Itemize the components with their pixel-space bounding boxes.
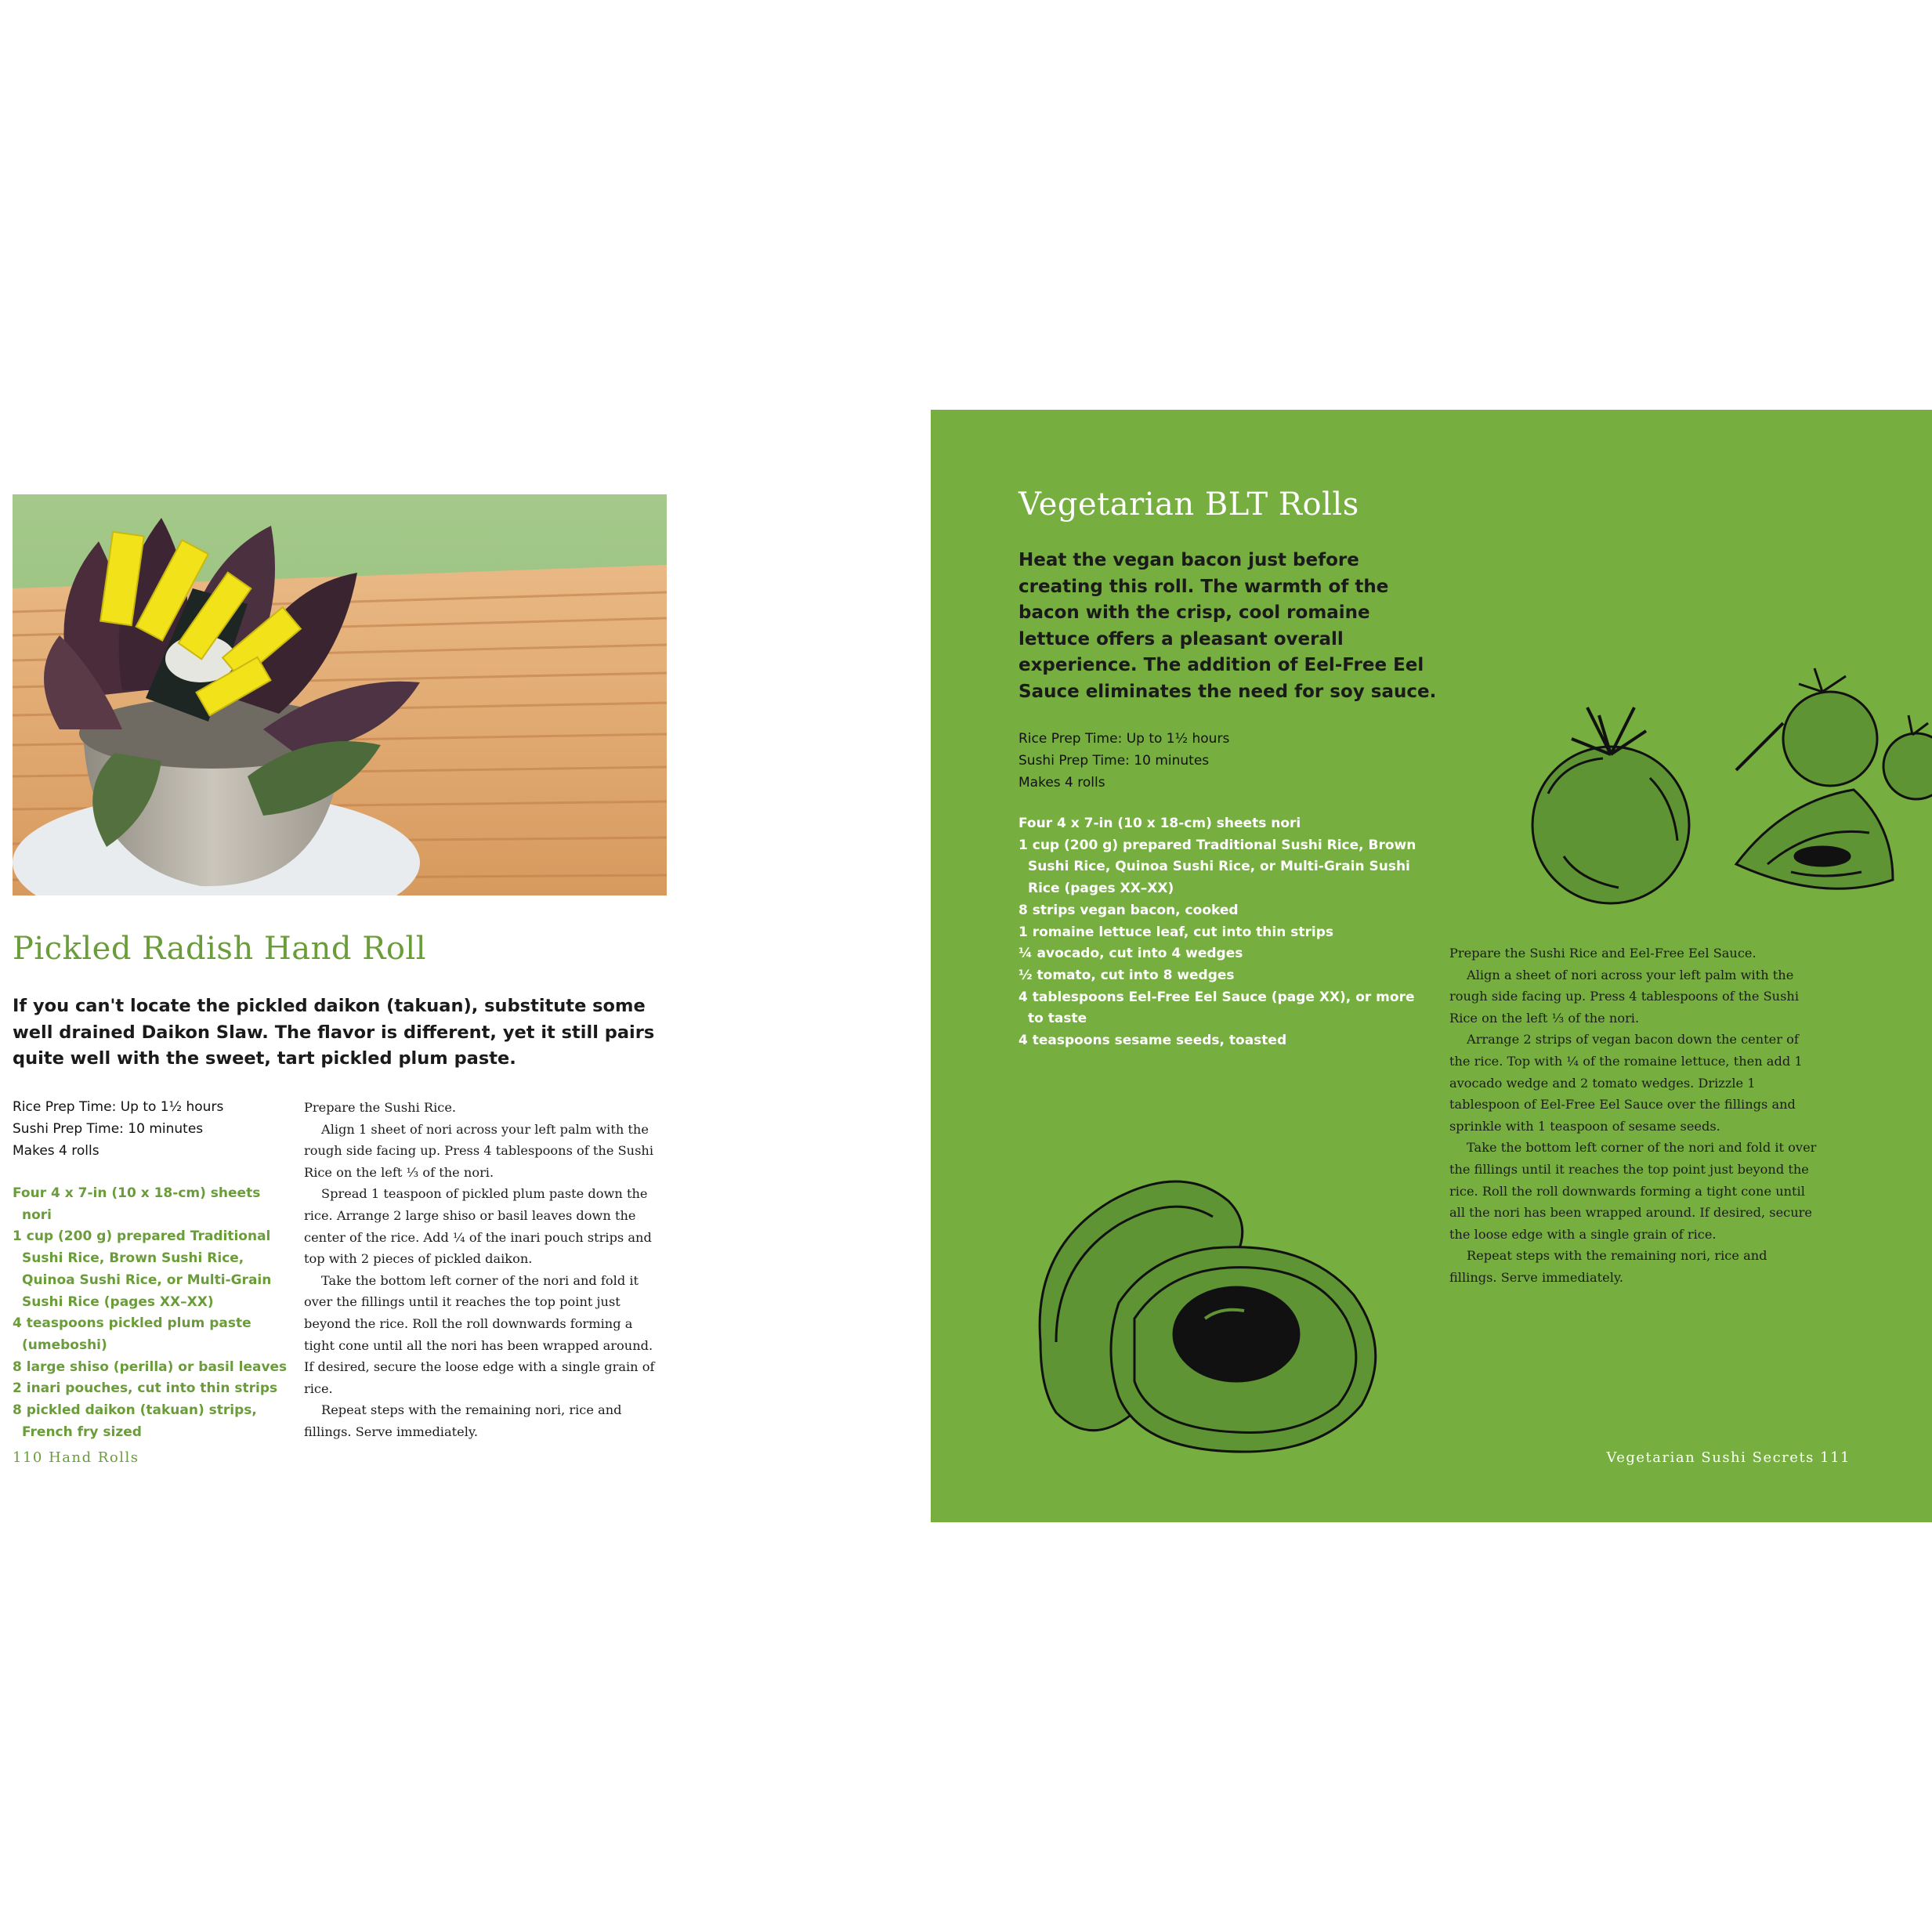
- method-step: Prepare the Sushi Rice.: [304, 1100, 457, 1115]
- prep-info: [13, 1096, 223, 1162]
- prep-info: [1018, 728, 1229, 794]
- method-step: Align 1 sheet of nori across your left palm with the rough side facing up. Press 4 tablespoons of the Sushi Rice on the left ⅓ of the nori.: [304, 1121, 654, 1180]
- ingredient-item: 1 cup (200 g) prepared Traditional Sushi Rice, Brown Sushi Rice, Quinoa Sushi Rice, or Multi-Grain Sushi Rice (pages XX–XX): [13, 1228, 272, 1310]
- sushi-prep-time: Sushi Prep Time: 10 minutes: [13, 1121, 204, 1137]
- ingredient-item: Four 4 x 7-in (10 x 18-cm) sheets nori: [13, 1185, 261, 1223]
- ingredient-item: 8 large shiso (perilla) or basil leaves: [13, 1359, 288, 1375]
- yield: Makes 4 rolls: [13, 1143, 99, 1159]
- left-page: [0, 0, 931, 1932]
- ingredient-item: ½ tomato, cut into 8 wedges: [1018, 967, 1235, 983]
- ingredient-item: Four 4 x 7-in (10 x 18-cm) sheets nori: [1018, 816, 1301, 831]
- method-step: Spread 1 teaspoon of pickled plum paste down the rice. Arrange 2 large shiso or basil leaves down the center of the rice. Add ¼ of the inari pouch strips and top with 2 pieces of pickled daikon.: [304, 1186, 652, 1267]
- tomato-illustration: [1454, 621, 1932, 935]
- method-step: Prepare the Sushi Rice and Eel-Free Eel Sauce.: [1449, 946, 1757, 961]
- ingredients-list: [1018, 813, 1430, 1052]
- method-step: Take the bottom left corner of the nori and fold it over the fillings until it reaches the top point just beyond the rice. Roll the roll downwards forming a tight cone until all the nori has been wrapped around. If desired, secure the loose edge with a single grain of rice.: [304, 1272, 655, 1396]
- yield: Makes 4 rolls: [1018, 775, 1105, 791]
- recipe-intro: If you can't locate the pickled daikon (takuan), substitute some well drained Daikon Slaw. The flavor is different, yet it still pairs quite well with the sweet, tart pickled plum paste.: [13, 996, 655, 1069]
- page-footer: Vegetarian Sushi Secrets 111: [1606, 1449, 1851, 1466]
- method-step: Take the bottom left corner of the nori and fold it over the fillings until it reaches the top point just beyond the rice. Roll the roll downwards forming a tight cone until all the nori has been wrapped around. If desired, secure the loose edge with a single grain of rice.: [1449, 1140, 1817, 1242]
- recipe-title: Vegetarian BLT Rolls: [1018, 487, 1359, 523]
- rice-prep-time: Rice Prep Time: Up to 1½ hours: [13, 1099, 224, 1115]
- ingredient-item: 4 teaspoons pickled plum paste (umeboshi): [13, 1315, 251, 1353]
- method-step: Repeat steps with the remaining nori, rice and fillings. Serve immediately.: [1449, 1248, 1767, 1285]
- method-steps: [304, 1097, 664, 1443]
- method-steps: [1449, 942, 1818, 1289]
- rice-prep-time: Rice Prep Time: Up to 1½ hours: [1018, 731, 1230, 747]
- ingredient-item: 1 cup (200 g) prepared Traditional Sushi Rice, Brown Sushi Rice, Quinoa Sushi Rice, or Multi-Grain Sushi Rice (pages XX–XX): [1018, 837, 1416, 897]
- ingredient-item: 1 romaine lettuce leaf, cut into thin strips: [1018, 924, 1333, 940]
- method-step: Align a sheet of nori across your left palm with the rough side facing up. Press 4 tablespoons of the Sushi Rice on the left ⅓ of the nori.: [1449, 967, 1800, 1026]
- method-step: Repeat steps with the remaining nori, rice and fillings. Serve immediately.: [304, 1402, 622, 1439]
- ingredient-item: ¼ avocado, cut into 4 wedges: [1018, 946, 1243, 962]
- ingredient-item: 8 strips vegan bacon, cooked: [1018, 902, 1239, 918]
- ingredient-item: 8 pickled daikon (takuan) strips, French fry sized: [13, 1402, 257, 1440]
- ingredient-item: 2 inari pouches, cut into thin strips: [13, 1380, 278, 1397]
- avocado-illustration: [1025, 1162, 1416, 1460]
- ingredients-list: [13, 1183, 291, 1443]
- recipe-title: Pickled Radish Hand Roll: [13, 931, 427, 967]
- right-page: [931, 410, 1932, 1522]
- recipe-intro: Heat the vegan bacon just before creating this roll. The warmth of the bacon with the crisp, cool romaine lettuce offers a pleasant overall experience. The addition of Eel-Free Eel Sauce eliminates the need for soy sauce.: [1018, 550, 1437, 702]
- hand-roll-photo: [13, 494, 667, 895]
- ingredient-item: 4 tablespoons Eel-Free Eel Sauce (page XX), or more to taste: [1018, 989, 1415, 1027]
- method-step: Arrange 2 strips of vegan bacon down the center of the rice. Top with ¼ of the romaine lettuce, then add 1 avocado wedge and 2 tomato wedges. Drizzle 1 tablespoon of Eel-Free Eel Sauce over the fillings and sprinkle with 1 teaspoon of sesame seeds.: [1449, 1032, 1803, 1134]
- ingredient-item: 4 teaspoons sesame seeds, toasted: [1018, 1033, 1287, 1049]
- page-footer: 110 Hand Rolls: [13, 1449, 139, 1466]
- sushi-prep-time: Sushi Prep Time: 10 minutes: [1018, 753, 1210, 769]
